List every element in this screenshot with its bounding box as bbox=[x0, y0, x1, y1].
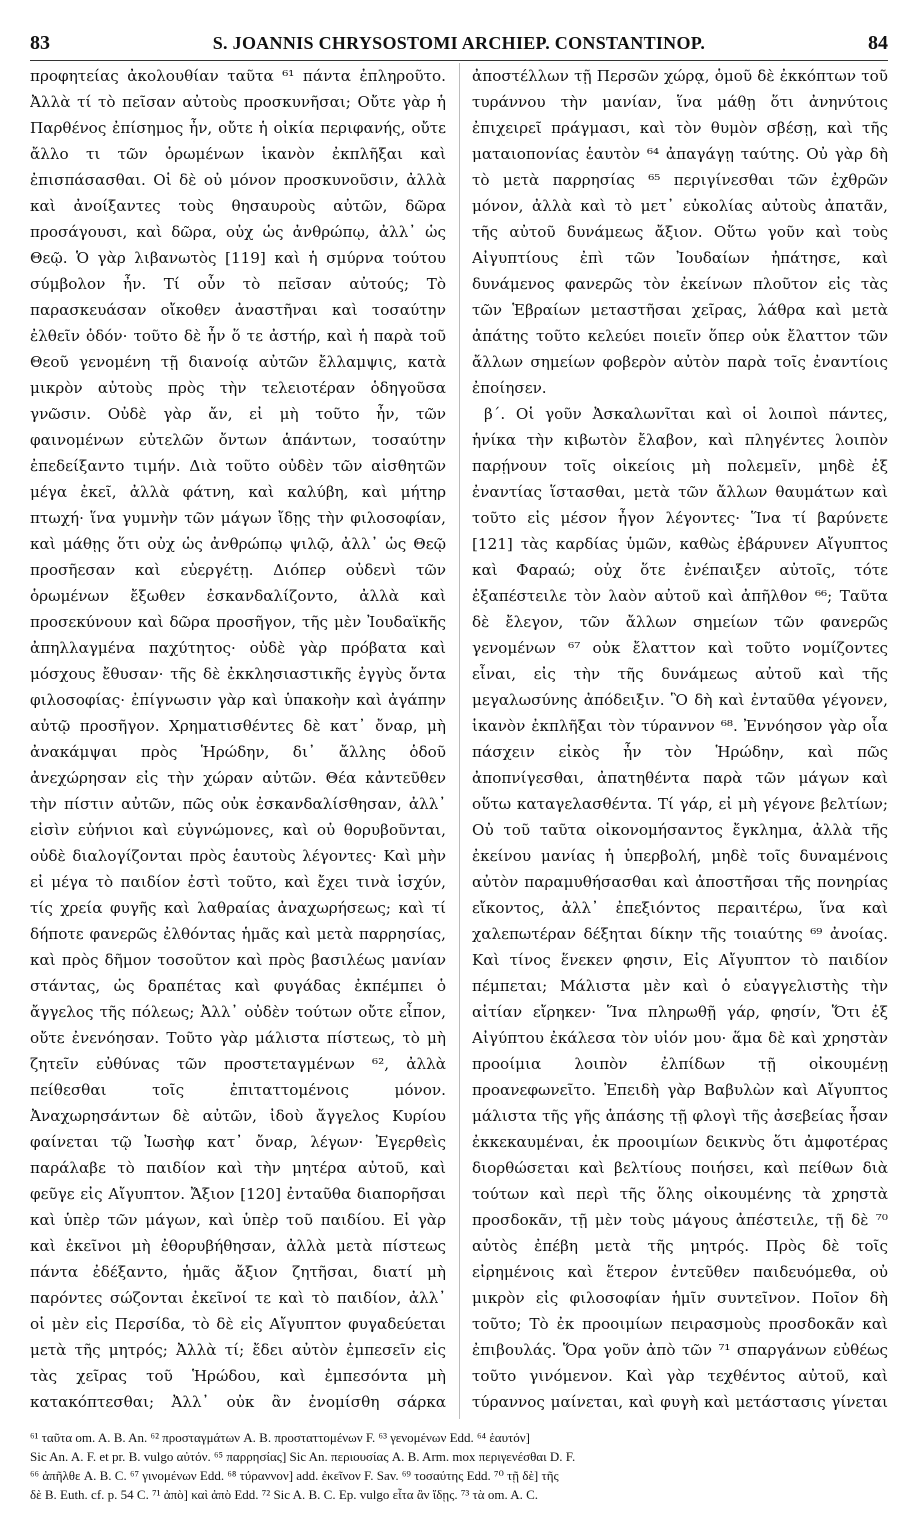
left-page-number: 83 bbox=[30, 32, 50, 54]
footnote-line: δὲ B. Euth. cf. p. 54 C. ⁷¹ ἀπὸ] καὶ ἀπὸ Edd. ⁷² Sic A. B. C. Ep. vulgo εἶτα ἂν ἴδῃς. ⁷³ τὰ om. A. C. bbox=[30, 1487, 539, 1502]
header-rule bbox=[30, 60, 888, 61]
right-column-paragraph: β΄. Οἱ γοῦν Ἀσκαλωνῖται καὶ οἱ λοιποὶ πάντες, ἡνίκα τὴν κιβωτὸν ἔλαβον, καὶ πληγέντες λοιπὸν παρῄνουν τοῖς οἰκείοις μὴ πολεμεῖν, μηδὲ ἐξ ἐναντίας ἵστασθαι, μετὰ τῶν ἄλλων θαυμάτων καὶ τοῦτο εἰς μέσον ἦγον λέγοντες· Ἵνα τί βαρύνετε [121] τὰς καρδίας ὑμῶν, καθὼς ἐβάρυνεν Αἴγυπτος καὶ Φαραώ; οὐχ ὅτε ἐνέπαιξεν αὐτοῖς, τότε ἐξαπέστειλε τὸν λαὸν αὐτοῦ καὶ ἀπῆλθον ⁶⁶; Ταῦτα δὲ ἔλεγον, τῶν ἄλλων σημείων τῶν φανερῶς γενομένων ⁶⁷ οὐκ ἔλαττον καὶ τοῦτο νομίζοντες εἶναι, εἰς τὴν τῆς δυνάμεως αὐτοῦ καὶ τῆς μεγαλωσύνης ἀπόδειξιν. Ὃ δὴ καὶ ἐνταῦθα γέγονεν, ἱκανὸν ἐκπλῆξαι τὸν τύραννον ⁶⁸. Ἐννόησον γὰρ οἷα πάσχειν εἰκὸς ἦν τὸν Ἡρώδην, καὶ πῶς ἀποπνίγεσθαι, ἀπατηθέντα παρὰ τῶν μάγων καὶ οὕτω καταγελασθέντα. Τί γάρ, εἰ μὴ γέγονε βελτίων; Οὐ τοῦ ταῦτα οἰκονομήσαντος ἔγκλημα, ἀλλὰ τῆς ἐκείνου μανίας ἡ ὑπερβολή, μηδὲ τοῖς δυναμένοις αὐτὸν παραμυθήσασθαι καὶ ἀποστῆσαι τῆς πονηρίας εἴκοντος, ἀλλ᾽ ἐπεξιόντος περαιτέρω, ἵνα καὶ χαλεπωτέραν δέξηται δίκην τῆς τοιαύτης ⁶⁹ ἀνοίας. Καὶ τίνος ἕνεκεν φησιν, Εἰς Αἴγυπτον τὸ παιδίον πέμπεται; Μάλιστα μὲν καὶ ὁ εὐαγγελιστὴς τὴν αἰτίαν εἴρηκεν· Ἵνα πληρωθῇ γάρ, φησίν, Ὅτι ἐξ Αἰγύπτου ἐκάλεσα τὸν υἱόν μου· ἅμα δὲ καὶ χρηστὰν προοίμια λοιπὸν ἐλπίδων τῇ οἰκουμένῃ προανεφωνεῖτο. Ἐπειδὴ γὰρ Βαβυλὼν καὶ Αἴγυπτος μάλιστα τῆς γῆς ἁπάσης τῇ φλογὶ τῆς ἀσεβείας ἦσαν ἐκκεκαυμέναι, ἐκ προοιμίων δεικνὺς ὅτι ἀμφοτέρας διορθώσεται καὶ βελτίους ποιήσει, καὶ πείθων διὰ τούτων καὶ περὶ τῆς ὅλης οἰκουμένης τὰ χρηστὰ προσδοκᾶν, τῇ μὲν τοὺς μάγους ἀπέστειλε, τῇ δὲ ⁷⁰ αὐτὸς ἐπέβη μετὰ τῆς μητρός. Πρὸς δὲ τοῖς εἰρημένοις καὶ ἕτερον ἐντεῦθεν παιδευόμεθα, οὐ μικρὸν εἰς φιλοσοφίαν ἡμῖν συντεῖνον. Ποῖον δὴ τοῦτο; Τὸ ἐκ προοιμίων πειρασμοὺς προσδοκᾶν καὶ ἐπιβουλάς. Ὅρα γοῦν ἀπὸ τῶν ⁷¹ σπαργάνων εὐθέως τοῦτο γινόμενον. Καὶ γὰρ τεχθέντος αὐτοῦ, καὶ τύραννος μαίνεται, καὶ φυγὴ καὶ μετάστασις γίνεται bbox=[472, 405, 888, 1411]
footnote-line: Sic An. A. F. et pr. B. vulgo αὐτόν. ⁶⁵ παρρησίας] Sic An. περιουσίας A. B. Arm. mox περιγενέσθαι D. F. bbox=[30, 1449, 576, 1464]
footnotes bbox=[30, 1428, 888, 1504]
running-header bbox=[30, 32, 888, 58]
footnote-line: ⁶¹ ταῦτα om. A. B. An. ⁶² προσταγμάτων A. B. προσταττομένων F. ⁶³ γενομένων Edd. ⁶⁴ ἑαυτόν] bbox=[30, 1430, 530, 1445]
column-divider bbox=[459, 63, 460, 1419]
footnote-line: ⁶⁶ ἀπῆλθε A. B. C. ⁶⁷ γινομένων Edd. ⁶⁸ τύραννον] add. ἐκεῖνον F. Sav. ⁶⁹ τοσαύτης Edd. ⁷⁰ τῇ δὲ] τῆς bbox=[30, 1468, 559, 1483]
left-column bbox=[30, 63, 446, 1419]
text-columns bbox=[30, 63, 888, 1419]
right-page-number: 84 bbox=[867, 32, 888, 54]
running-title: S. JOANNIS CHRYSOSTOMI ARCHIEP. CONSTANTINOP. bbox=[212, 33, 706, 53]
right-column bbox=[472, 63, 888, 1419]
right-column-paragraph: ἀποστέλλων τῇ Περσῶν χώρᾳ, ὁμοῦ δὲ ἐκκόπτων τοῦ τυράννου τὴν μανίαν, ἵνα μάθῃ ὅτι ἀνηνύτοις ἐπιχειρεῖ πράγμασι, καὶ τὸν θυμὸν σβέσῃ, καὶ τῆς ματαιοπονίας ἑαυτὸν ⁶⁴ ἀπαγάγῃ ταύτης. Οὐ γὰρ δὴ τὸ μετὰ παρρησίας ⁶⁵ περιγίνεσθαι τῶν ἐχθρῶν μόνον, ἀλλὰ καὶ τὸ μετ᾽ εὐκολίας αὐτοὺς ἀπατᾶν, τῆς αὐτοῦ δυνάμεως ἄξιον. Οὕτω γοῦν καὶ τοὺς Αἰγυπτίους ἐπὶ τῶν Ἰουδαίων ἠπάτησε, καὶ δυνάμενος φανερῶς τὸν ἐκείνων πλοῦτον εἰς τὰς τῶν Ἑβραίων μεταστῆσαι χεῖρας, λάθρα καὶ μετὰ ἀπάτης τοῦτο κελεύει ποιεῖν ὅπερ οὐκ ἔλαττον τῶν ἄλλων σημείων φοβερὸν αὐτὸν παρὰ τοῖς ἐναντίοις ἐποίησεν. bbox=[472, 67, 888, 397]
left-column-paragraph: προφητείας ἀκολουθίαν ταῦτα ⁶¹ πάντα ἐπληροῦτο. Ἀλλὰ τί τὸ πεῖσαν αὐτοὺς προσκυνῆσαι; Οὔτε γὰρ ἡ Παρθένος ἐπίσημος ἦν, οὔτε ἡ οἰκία περιφανής, οὔτε ἄλλο τι τῶν ὁρωμένων ἱκανὸν ἐκπλῆξαι καὶ ἐπισπάσασθαι. Οἱ δὲ οὐ μόνον προσκυνοῦσιν, ἀλλὰ καὶ ἀνοίξαντες τοὺς θησαυροὺς αὐτῶν, δῶρα προσάγουσι, καὶ δῶρα, οὐχ ὡς ἀνθρώπῳ, ἀλλ᾽ ὡς Θεῷ. Ὁ γὰρ λιβανωτὸς [119] καὶ ἡ σμύρνα τούτου σύμβολον ἦν. Τί οὖν τὸ πεῖσαν αὐτούς; Τὸ παρασκευάσαν οἴκοθεν ἀναστῆναι καὶ τοσαύτην ἐλθεῖν ὁδόν· τοῦτο δὲ ἦν ὅ τε ἀστήρ, καὶ ἡ παρὰ τοῦ Θεοῦ γενομένη τῇ διανοίᾳ αὐτῶν ἔλλαμψις, κατὰ μικρὸν αὐτοὺς πρὸς τὴν τελειοτέραν ὁδηγοῦσα γνῶσιν. Οὐδὲ γὰρ ἄν, εἰ μὴ τοῦτο ἦν, τῶν φαινομένων εὐτελῶν ὄντων ἁπάντων, τοσαύτην ἐπεδείξαντο τιμήν. Διὰ τοῦτο οὐδὲν τῶν αἰσθητῶν μέγα ἐκεῖ, ἀλλὰ φάτνη, καὶ καλύβη, καὶ μήτηρ πτωχή· ἵνα γυμνὴν τῶν μάγων ἴδῃς τὴν φιλοσοφίαν, καὶ μάθῃς ὅτι οὐχ ὡς ἀνθρώπῳ ψιλῷ, ἀλλ᾽ ὡς Θεῷ προσῆεσαν καὶ εὐεργέτῃ. Διόπερ οὐδενὶ τῶν ὁρωμένων ἔξωθεν ἐσκανδαλίζοντο, ἀλλὰ καὶ προσεκύνουν καὶ δῶρα προσῆγον, τῆς μὲν Ἰουδαϊκῆς ἀπηλλαγμένα παχύτητος· οὐδὲ γὰρ πρόβατα καὶ μόσχους ἔθυσαν· τῆς δὲ ἐκκλησιαστικῆς ἐγγὺς ὄντα φιλοσοφίας· ἐπίγνωσιν γὰρ καὶ ὑπακοὴν καὶ ἀγάπην αὐτῷ προσῆγον. Χρηματισθέντες δὲ κατ᾽ ὄναρ, μὴ ἀνακάμψαι πρὸς Ἡρώδην, δι᾽ ἄλλης ὁδοῦ ἀνεχώρησαν εἰς τὴν χώραν αὐτῶν. Θέα κἀντεῦθεν τὴν πίστιν αὐτῶν, πῶς οὐκ ἐσκανδαλίσθησαν, ἀλλ᾽ εἰσὶν εὐήνιοι καὶ εὐγνώμονες, καὶ οὐ θορυβοῦνται, οὐδὲ διαλογίζονται πρὸς ἑαυτοὺς λέγοντες· Καὶ μὴν εἰ μέγα τὸ παιδίον ἐστὶ τοῦτο, καὶ ἔχει τινὰ ἰσχύν, τίς χρεία φυγῆς καὶ λαθραίας ἀναχωρήσεως; καὶ τί δήποτε φανερῶς ἐλθόντας ἡμᾶς καὶ μετὰ παρρησίας, καὶ πρὸς δῆμον τοσοῦτον καὶ πρὸς βασιλέως μανίαν στάντας, ὡς δραπέτας καὶ φυγάδας ἐκπέμπει ὁ ἄγγελος τῆς πόλεως; Ἀλλ᾽ οὐδὲν τούτων οὔτε εἶπον, οὔτε ἐνενόησαν. Τοῦτο γὰρ μάλιστα πίστεως, τὸ μὴ ζητεῖν εὐθύνας τῶν προστεταγμένων ⁶², ἀλλὰ πείθεσθαι τοῖς ἐπιταττομένοις μόνον. Ἀναχωρησάντων δὲ αὐτῶν, ἰδοὺ ἄγγελος Κυρίου φαίνεται τῷ Ἰωσὴφ κατ᾽ ὄναρ, λέγων· Ἐγερθεὶς παράλαβε τὸ παιδίον καὶ τὴν μητέρα αὐτοῦ, καὶ φεῦγε εἰς Αἴγυπτον. Ἄξιον [120] ἐνταῦθα διαπορῆσαι καὶ ὑπὲρ τῶν μάγων, καὶ ὑπὲρ τοῦ παιδίου. Εἰ γὰρ καὶ ἐκεῖνοι μὴ ἐθορυβήθησαν, ἀλλὰ μετὰ πίστεως πάντα ἐδέξαντο, ἡμᾶς ἄξιον ζητῆσαι, διατί μὴ παρόντες σώζονται ἐκεῖνοί τε καὶ τὸ παιδίον, ἀλλ᾽ οἱ μὲν εἰς Περσίδα, τὸ δὲ εἰς Αἴγυπτον φυγαδεύεται μετὰ τῆς μητρός; Ἀλλὰ τί; ἔδει αὐτὸν ἐμπεσεῖν εἰς τὰς χεῖρας τοῦ Ἡρώδου, καὶ ἐμπεσόντα μὴ κατακόπτεσθαι; Ἀλλ᾽ οὐκ ἂν ἐνομίσθη σάρκα bbox=[30, 67, 446, 1411]
